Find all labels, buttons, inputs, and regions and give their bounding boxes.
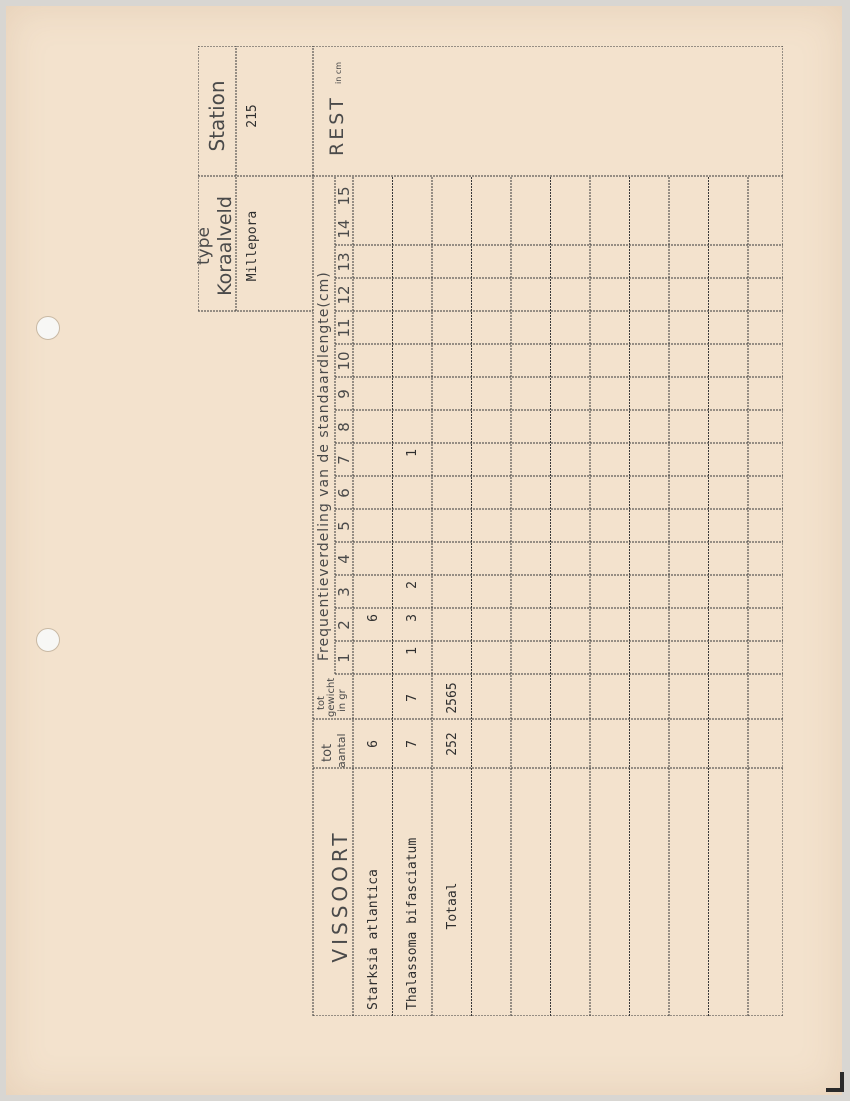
frequency-header: Frequentieverdeling van de standaardlengte(cm): [316, 271, 332, 661]
row-species: Thalassoma bifasciatum: [405, 837, 420, 1010]
length-class-label: 15: [335, 186, 353, 206]
punch-hole-top: [36, 316, 60, 340]
rest-header: REST: [326, 95, 348, 156]
row-freq-2: 6: [366, 614, 381, 622]
weight-header: tot: [316, 696, 327, 710]
total-count: 252: [445, 732, 460, 756]
length-class-label: 11: [335, 318, 353, 338]
length-class-label: 9: [335, 389, 353, 399]
type-value: Millepora: [245, 210, 260, 282]
type-label-2: Koraalveld: [214, 196, 236, 296]
station-value: 215: [245, 104, 260, 128]
species-header: VISSOORT: [328, 829, 352, 963]
length-class-label: 6: [335, 488, 353, 498]
data-form: [194, 46, 783, 1016]
length-class-label: 14: [335, 219, 353, 239]
weight-header-2: gewicht: [326, 677, 337, 717]
count-header-2: aantal: [335, 733, 348, 768]
form-grid: [198, 46, 783, 1016]
row-count: 7: [405, 740, 420, 748]
weight-header-3: in gr: [337, 689, 348, 712]
length-class-label: 8: [335, 422, 353, 432]
row-species: Starksia atlantica: [366, 869, 381, 1010]
length-class-label: 1: [335, 653, 353, 663]
type-label: type: [194, 227, 214, 265]
row-freq-2: 3: [405, 614, 420, 622]
station-label: Station: [205, 80, 229, 152]
row-freq-7: 1: [405, 449, 420, 457]
rest-unit: in cm: [334, 61, 343, 84]
punch-hole-bottom: [36, 628, 60, 652]
length-class-label: 2: [335, 620, 353, 630]
row-weight: 7: [405, 694, 420, 702]
count-header: tot: [320, 743, 335, 762]
length-class-label: 3: [335, 587, 353, 597]
length-class-label: 7: [335, 455, 353, 465]
length-class-label: 12: [335, 285, 353, 305]
row-count: 6: [366, 740, 381, 748]
total-weight: 2565: [445, 682, 460, 714]
row-freq-3: 2: [405, 581, 420, 589]
length-class-label: 10: [335, 351, 353, 371]
row-freq-1: 1: [405, 647, 420, 655]
length-class-label: 5: [335, 521, 353, 531]
corner-mark: [826, 1072, 844, 1092]
total-label: Totaal: [445, 882, 460, 930]
length-class-label: 13: [335, 252, 353, 272]
length-class-label: 4: [335, 554, 353, 564]
